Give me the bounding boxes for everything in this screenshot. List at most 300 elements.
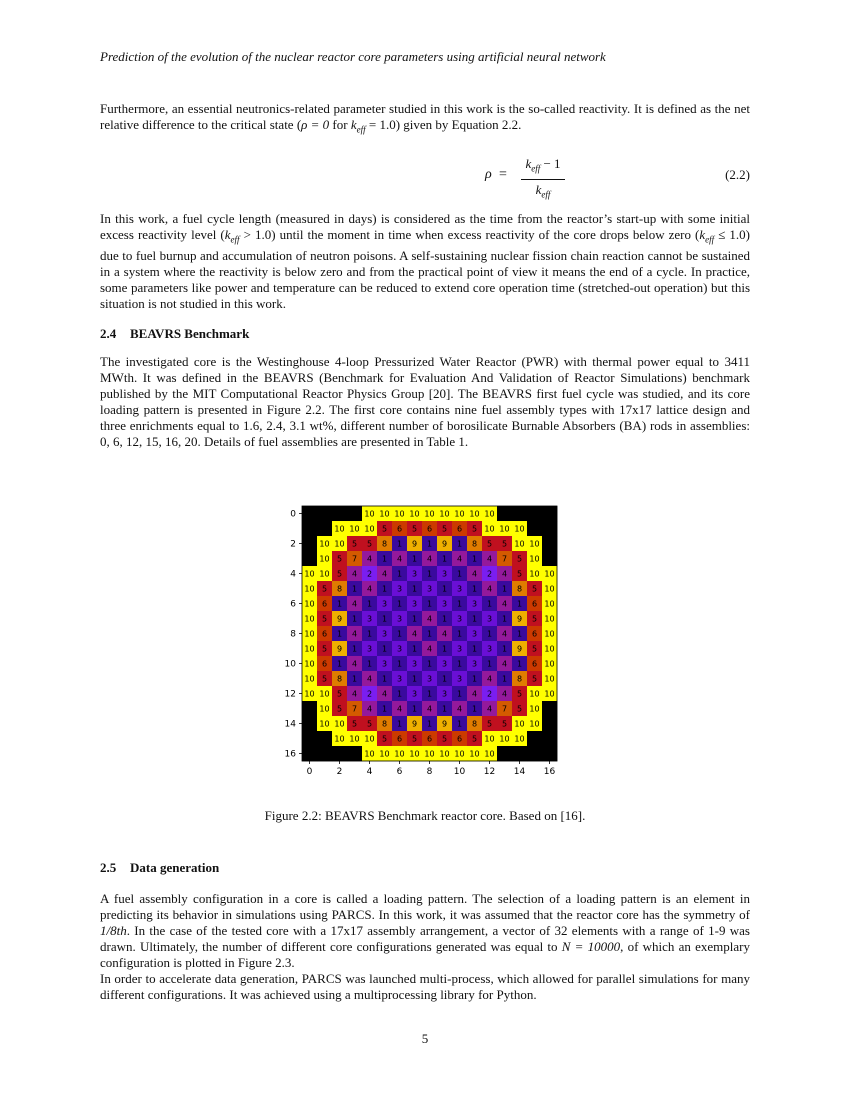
cell-value-label: 4 (456, 554, 463, 564)
cell-value-label: 1 (411, 584, 418, 594)
cell-value-label: 10 (379, 509, 390, 519)
cell-value-label: 10 (439, 509, 450, 519)
cell-value-label: 10 (409, 749, 420, 759)
cell-value-label: 1 (441, 644, 448, 654)
cell-value-label: 4 (441, 629, 448, 639)
cell-value-label: 5 (531, 614, 538, 624)
cell-value-label: 3 (471, 629, 478, 639)
running-head: Prediction of the evolution of the nuclear reactor core parameters using artificial neural network (100, 49, 606, 64)
heatmap-cell (542, 731, 557, 746)
cell-value-label: 10 (304, 644, 315, 654)
heatmap-cell (302, 551, 317, 566)
cell-value-label: 1 (426, 659, 433, 669)
heatmap-cell (332, 746, 347, 761)
heatmap-cell (527, 731, 542, 746)
cell-value-label: 1 (411, 644, 418, 654)
y-tick-label: 4 (290, 569, 296, 580)
x-tick-label: 4 (366, 767, 373, 777)
cell-value-label: 6 (426, 524, 433, 534)
cell-value-label: 4 (426, 614, 433, 624)
heatmap-cell (527, 746, 542, 761)
heatmap-cell (302, 506, 317, 521)
y-tick-label: 16 (284, 749, 296, 760)
cell-value-label: 3 (381, 629, 388, 639)
cell-value-label: 5 (336, 689, 343, 699)
heatmap-cell (302, 521, 317, 536)
cell-value-label: 5 (336, 554, 343, 564)
cell-value-label: 10 (304, 629, 315, 639)
cell-value-label: 1 (426, 569, 433, 579)
cell-value-label: 4 (456, 704, 463, 714)
cell-value-label: 1 (366, 629, 373, 639)
cell-value-label: 5 (381, 734, 388, 744)
cell-value-label: 8 (336, 584, 343, 594)
cell-value-label: 1 (336, 599, 343, 609)
cell-value-label: 1 (456, 659, 463, 669)
cell-value-label: 7 (501, 554, 508, 564)
cell-value-label: 1 (396, 539, 403, 549)
cell-value-label: 1 (516, 599, 523, 609)
heatmap-cell (542, 701, 557, 716)
cell-value-label: 1 (396, 599, 403, 609)
math-sub: eff (356, 124, 366, 135)
cell-value-label: 9 (516, 614, 523, 624)
cell-value-label: 1 (456, 539, 463, 549)
cell-value-label: 5 (531, 584, 538, 594)
cell-value-label: 1 (441, 614, 448, 624)
numerator: $k_{eff} - 1$ (525, 156, 561, 174)
math: k (350, 117, 357, 132)
page-number: 5 (421, 1031, 429, 1046)
cell-value-label: 3 (366, 644, 373, 654)
cell-value-label: 1 (441, 704, 448, 714)
section-heading-2-5: 2.5 Data generation (100, 860, 220, 875)
cell-value-label: 10 (529, 704, 540, 714)
cell-value-label: 8 (471, 539, 478, 549)
cell-value-label: 1 (456, 599, 463, 609)
cell-value-label: 5 (411, 524, 418, 534)
heatmap-cell (317, 746, 332, 761)
cell-value-label: 5 (441, 524, 448, 534)
cell-value-label: 3 (396, 584, 403, 594)
cell-value-label: 3 (486, 644, 493, 654)
cell-value-label: 8 (336, 674, 343, 684)
cell-value-label: 1 (336, 629, 343, 639)
cell-value-label: 10 (349, 524, 360, 534)
cell-value-label: 2 (366, 569, 373, 579)
cell-value-label: 10 (529, 539, 540, 549)
cell-value-label: 1 (381, 704, 388, 714)
cell-value-label: 8 (471, 719, 478, 729)
cell-value-label: 5 (516, 569, 523, 579)
equation-2-2 (100, 156, 750, 200)
cell-value-label: 7 (501, 704, 508, 714)
cell-value-label: 10 (529, 554, 540, 564)
cell-value-label: 3 (471, 599, 478, 609)
cell-value-label: 1 (471, 584, 478, 594)
cell-value-label: 4 (486, 554, 493, 564)
cell-value-label: 1 (501, 644, 508, 654)
cell-value-label: 9 (516, 644, 523, 654)
heatmap-cell (542, 551, 557, 566)
y-tick-label: 14 (284, 719, 296, 730)
heatmap-cell (332, 506, 347, 521)
y-tick-label: 2 (290, 539, 296, 550)
cell-value-label: 1 (426, 689, 433, 699)
cell-value-label: 5 (516, 554, 523, 564)
cell-value-label: 3 (471, 659, 478, 669)
cell-value-label: 8 (381, 719, 388, 729)
cell-value-label: 3 (396, 644, 403, 654)
cell-value-label: 3 (441, 569, 448, 579)
cell-value-label: 10 (364, 524, 375, 534)
cell-value-label: 1 (456, 689, 463, 699)
paragraph-beavrs: The investigated core is the Westinghouse 4-loop Pressurized Water Reactor (PWR) with thermal power equal to 3411 MWth. It was defined in the BEAVRS (Benchmark for Evaluation And Validation of Reactor Simulations) benchmark published by the MIT Computational Reactor Physics Group [20]. The BEAVRS first fuel cycle was studied, and its core loading pattern is presented in Figure 2.2. The first core contains nine fuel assembly types with 17x17 lattice design and three enrichments equal to 1.6, 2.4, 3.1 wt%, different number of borosilicate Burnable Absorbers (BA) rods in assemblies: 0, 6, 12, 15, 16, 20. Details of fuel assemblies are presented in Table 1. (100, 354, 750, 449)
cell-value-label: 5 (501, 539, 508, 549)
cell-value-label: 3 (456, 674, 463, 684)
cell-value-label: 4 (366, 704, 373, 714)
cell-value-label: 3 (486, 614, 493, 624)
cell-value-label: 10 (364, 734, 375, 744)
cell-value-label: 3 (441, 659, 448, 669)
heatmap-cell (527, 506, 542, 521)
cell-value-label: 3 (381, 659, 388, 669)
cell-value-label: 1 (351, 674, 358, 684)
cell-value-label: 5 (336, 704, 343, 714)
heatmap-cells (302, 506, 557, 761)
cell-value-label: 4 (351, 599, 358, 609)
cell-value-label: 1 (426, 719, 433, 729)
math: k (699, 227, 706, 242)
heatmap-cell (302, 701, 317, 716)
cell-value-label: 10 (349, 734, 360, 744)
heatmap-cell (302, 746, 317, 761)
cell-value-label: 10 (319, 539, 330, 549)
cell-value-label: 1 (441, 584, 448, 594)
cell-value-label: 3 (441, 599, 448, 609)
cell-value-label: 4 (486, 704, 493, 714)
cell-value-label: 10 (319, 704, 330, 714)
cell-value-label: 4 (426, 704, 433, 714)
cell-value-label: 10 (424, 749, 435, 759)
cell-value-label: 5 (411, 734, 418, 744)
heatmap-cell (542, 716, 557, 731)
cell-value-label: 2 (366, 689, 373, 699)
cell-value-label: 1 (396, 659, 403, 669)
cell-value-label: 1 (471, 674, 478, 684)
cell-value-label: 4 (501, 689, 508, 699)
cell-value-label: 7 (351, 554, 358, 564)
cell-value-label: 5 (321, 614, 328, 624)
cell-value-label: 1 (336, 659, 343, 669)
cell-value-label: 10 (319, 569, 330, 579)
cell-value-label: 10 (544, 689, 555, 699)
cell-value-label: 6 (456, 734, 463, 744)
heatmap-cell (347, 506, 362, 521)
cell-value-label: 4 (486, 674, 493, 684)
cell-value-label: 4 (381, 569, 388, 579)
fraction (521, 156, 565, 202)
cell-value-label: 10 (544, 614, 555, 624)
heatmap-cell (302, 536, 317, 551)
x-tick-label: 6 (396, 767, 403, 777)
cell-value-label: 1 (471, 614, 478, 624)
y-tick-label: 0 (290, 509, 296, 520)
cell-value-label: 9 (441, 719, 448, 729)
cell-value-label: 10 (394, 749, 405, 759)
cell-value-label: 1 (396, 569, 403, 579)
cell-value-label: 1 (456, 629, 463, 639)
x-tick-label: 14 (513, 767, 526, 777)
cell-value-label: 4 (501, 599, 508, 609)
cell-value-label: 9 (441, 539, 448, 549)
cell-value-label: 9 (411, 539, 418, 549)
cell-value-label: 1 (501, 584, 508, 594)
cell-value-label: 10 (334, 719, 345, 729)
cell-value-label: 10 (454, 749, 465, 759)
cell-value-label: 7 (351, 704, 358, 714)
equation-lhs: ρ (485, 167, 492, 182)
cell-value-label: 5 (351, 719, 358, 729)
y-tick-label: 12 (284, 689, 296, 700)
math: 1/8th (100, 923, 127, 938)
cell-value-label: 1 (441, 554, 448, 564)
heatmap-cell (542, 506, 557, 521)
cell-value-label: 1 (441, 674, 448, 684)
cell-value-label: 3 (426, 584, 433, 594)
cell-value-label: 10 (499, 734, 510, 744)
core-loading-pattern-figure (270, 500, 570, 782)
cell-value-label: 10 (484, 524, 495, 534)
cell-value-label: 10 (319, 719, 330, 729)
cell-value-label: 1 (426, 599, 433, 609)
cell-value-label: 9 (336, 614, 343, 624)
cell-value-label: 1 (456, 719, 463, 729)
cell-value-label: 10 (364, 749, 375, 759)
cell-value-label: 4 (426, 554, 433, 564)
cell-value-label: 10 (544, 644, 555, 654)
cell-value-label: 3 (441, 689, 448, 699)
cell-value-label: 10 (499, 524, 510, 534)
cell-value-label: 10 (514, 734, 525, 744)
cell-value-label: 4 (381, 689, 388, 699)
cell-value-label: 10 (319, 689, 330, 699)
cell-value-label: 5 (441, 734, 448, 744)
cell-value-label: 5 (501, 719, 508, 729)
cell-value-label: 10 (304, 689, 315, 699)
cell-value-label: 6 (321, 599, 328, 609)
cell-value-label: 3 (456, 614, 463, 624)
cell-value-label: 6 (531, 599, 538, 609)
cell-value-label: 5 (321, 584, 328, 594)
y-tick-label: 8 (290, 629, 296, 640)
cell-value-label: 4 (366, 584, 373, 594)
heatmap-cell (512, 746, 527, 761)
x-tick-label: 16 (543, 767, 556, 777)
paragraph-fuel-cycle: In this work, a fuel cycle length (measured in days) is considered as the time from the reactor’s start-up with some initial excess reactivity level $(k_{eff} > 1.0)$ until the moment in time when excess reactivity of the core drops below zero $(k_{eff} \le 1.0)$ due to fuel burnup and accumulation of neutron poisons. A self-sustaining nuclear fission chain reaction cannot be sustained in a system where the reactivity is below zero and from the practical point of view it means the end of a cycle. In practice, some parameters like power and temperature can be reduced to extend core operation time (stretched-out operation) but this situation is not studied in this work. (100, 211, 750, 311)
cell-value-label: 1 (366, 659, 373, 669)
cell-value-label: 1 (381, 554, 388, 564)
equals-sign: = (499, 167, 507, 182)
cell-value-label: 10 (304, 614, 315, 624)
heatmap-cell (347, 746, 362, 761)
math: = 1.0 (365, 117, 396, 132)
cell-value-label: 10 (484, 749, 495, 759)
cell-value-label: 5 (336, 569, 343, 579)
cell-value-label: 10 (319, 554, 330, 564)
text: ) due to fuel burnup and accumulation of neutron poisons. A self-sustaining nuclear fission chain reaction cannot be sustained in a system where the reactivity is below zero and from the practical point of view it means the end of a cycle. In practice, some parameters like power and temperature can be reduced to extend core operation time (stretched-out operation) but this situation is not studied in this work. (100, 227, 750, 311)
text: In this work, a fuel cycle length (measured in days) is considered as the time from the reactor’s start-up with some initial excess reactivity level ( (100, 211, 750, 242)
math: N = 10000 (561, 939, 621, 954)
cell-value-label: 1 (381, 644, 388, 654)
paragraph-multiprocess: In order to accelerate data generation, PARCS was launched multi-process, which allowed for parallel simulations for many different configurations. It was achieved using a multiprocessing library for Python. (100, 971, 750, 1002)
cell-value-label: 10 (304, 659, 315, 669)
cell-value-label: 1 (486, 659, 493, 669)
text: ) given by Equation 2.2. (395, 117, 522, 132)
cell-value-label: 10 (304, 569, 315, 579)
cell-value-label: 10 (469, 749, 480, 759)
cell-value-label: 2 (486, 569, 493, 579)
cell-value-label: 3 (456, 584, 463, 594)
cell-value-label: 10 (484, 734, 495, 744)
math: ρ = 0 (301, 117, 330, 132)
cell-value-label: 5 (321, 674, 328, 684)
cell-value-label: 2 (486, 689, 493, 699)
cell-value-label: 1 (396, 629, 403, 639)
cell-value-label: 3 (411, 689, 418, 699)
heatmap-cell (317, 521, 332, 536)
heatmap-cell (497, 506, 512, 521)
heatmap-cell (527, 521, 542, 536)
cell-value-label: 10 (364, 509, 375, 519)
cell-value-label: 10 (544, 629, 555, 639)
heatmap-cell (542, 746, 557, 761)
cell-value-label: 10 (424, 509, 435, 519)
cell-value-label: 3 (426, 674, 433, 684)
cell-value-label: 1 (381, 584, 388, 594)
cell-value-label: 5 (516, 689, 523, 699)
y-tick-label: 10 (284, 659, 296, 670)
cell-value-label: 10 (544, 659, 555, 669)
cell-value-label: 3 (396, 674, 403, 684)
cell-value-label: 4 (471, 569, 478, 579)
cell-value-label: 9 (336, 644, 343, 654)
cell-value-label: 6 (426, 734, 433, 744)
cell-value-label: 3 (366, 614, 373, 624)
heatmap-cell (497, 746, 512, 761)
cell-value-label: 6 (321, 629, 328, 639)
cell-value-label: 4 (351, 629, 358, 639)
cell-value-label: 6 (321, 659, 328, 669)
cell-value-label: 4 (471, 689, 478, 699)
cell-value-label: 5 (516, 704, 523, 714)
cell-value-label: 5 (531, 674, 538, 684)
cell-value-label: 3 (411, 659, 418, 669)
cell-value-label: 1 (396, 719, 403, 729)
cell-value-label: 1 (471, 554, 478, 564)
heatmap-cell (302, 716, 317, 731)
cell-value-label: 10 (304, 674, 315, 684)
y-axis (285, 510, 302, 760)
cell-value-label: 3 (396, 614, 403, 624)
cell-value-label: 3 (456, 644, 463, 654)
cell-value-label: 10 (334, 524, 345, 534)
heatmap-cell (542, 521, 557, 536)
cell-value-label: 1 (456, 569, 463, 579)
cell-value-label: 6 (531, 629, 538, 639)
text: ) until the moment in time when excess reactivity of the core drops below zero ( (271, 227, 700, 242)
cell-value-label: 1 (501, 614, 508, 624)
cell-value-label: 1 (366, 599, 373, 609)
cell-value-label: 10 (334, 734, 345, 744)
cell-value-label: 8 (516, 584, 523, 594)
cell-value-label: 10 (544, 584, 555, 594)
cell-value-label: 5 (471, 734, 478, 744)
cell-value-label: 5 (471, 524, 478, 534)
cell-value-label: 1 (426, 629, 433, 639)
cell-value-label: 4 (351, 659, 358, 669)
equation-number: (2.2) (725, 167, 750, 182)
cell-value-label: 5 (486, 719, 493, 729)
cell-value-label: 3 (381, 599, 388, 609)
cell-value-label: 4 (366, 674, 373, 684)
denominator: $k_{eff}$ (535, 181, 551, 200)
cell-value-label: 4 (486, 584, 493, 594)
cell-value-label: 5 (381, 524, 388, 534)
cell-value-label: 4 (501, 659, 508, 669)
cell-value-label: 10 (514, 539, 525, 549)
cell-value-label: 10 (529, 569, 540, 579)
cell-value-label: 1 (486, 599, 493, 609)
cell-value-label: 10 (454, 509, 465, 519)
cell-value-label: 10 (529, 689, 540, 699)
cell-value-label: 1 (516, 629, 523, 639)
cell-value-label: 4 (351, 569, 358, 579)
cell-value-label: 4 (501, 629, 508, 639)
cell-value-label: 1 (351, 644, 358, 654)
cell-value-label: 1 (381, 614, 388, 624)
cell-value-label: 3 (411, 599, 418, 609)
cell-value-label: 10 (544, 599, 555, 609)
heatmap-cell (317, 731, 332, 746)
cell-value-label: 10 (484, 509, 495, 519)
cell-value-label: 5 (531, 644, 538, 654)
cell-value-label: 4 (501, 569, 508, 579)
cell-value-label: 10 (469, 509, 480, 519)
cell-value-label: 10 (514, 524, 525, 534)
heatmap-cell (302, 731, 317, 746)
cell-value-label: 10 (529, 719, 540, 729)
cell-value-label: 9 (411, 719, 418, 729)
cell-value-label: 1 (501, 674, 508, 684)
cell-value-label: 6 (396, 734, 403, 744)
x-tick-label: 10 (453, 767, 466, 777)
cell-value-label: 5 (486, 539, 493, 549)
x-tick-label: 12 (483, 767, 496, 777)
cell-value-label: 6 (396, 524, 403, 534)
cell-value-label: 1 (381, 674, 388, 684)
cell-value-label: 10 (304, 599, 315, 609)
x-tick-label: 2 (336, 767, 343, 777)
section-heading-2-4: 2.4 BEAVRS Benchmark (100, 326, 250, 341)
cell-value-label: 1 (411, 674, 418, 684)
cell-value-label: 5 (366, 539, 373, 549)
cell-value-label: 10 (379, 749, 390, 759)
cell-value-label: 1 (471, 704, 478, 714)
cell-value-label: 4 (351, 689, 358, 699)
cell-value-label: 1 (471, 644, 478, 654)
cell-value-label: 10 (514, 719, 525, 729)
